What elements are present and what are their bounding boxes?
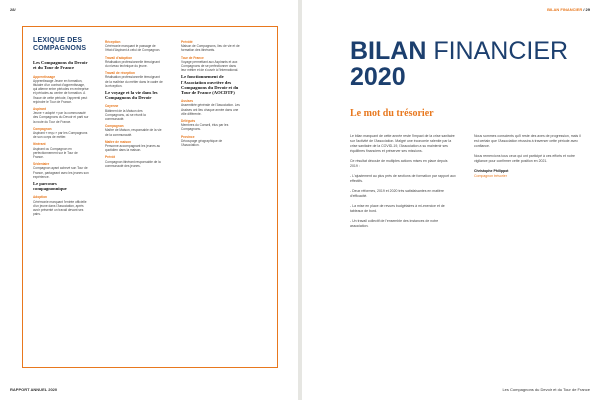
page-number-right: / 29 <box>583 7 590 12</box>
paragraph: Nous sommes conscients qu'il reste des axes de progression, mais il est certain que l'Association réussira à traverser cette période avec confiance. <box>474 134 581 148</box>
entry-list <box>181 99 241 147</box>
text-column-right <box>474 134 582 179</box>
lexique-term: Adoption <box>33 195 47 200</box>
lexique-term: Maître de maison <box>105 139 132 144</box>
lexique-term: Délégués <box>181 119 196 124</box>
lexique-term: Cayenne <box>105 104 119 109</box>
lexique-term: Aspirant <box>33 107 46 112</box>
footer-right: Les Compagnons du Devoir et du Tour de France <box>502 387 590 392</box>
lexique-definition: Compagnon ayant achevé son Tour de France, partageant avec les jeunes son expérience. <box>33 166 89 179</box>
paragraph: Nous remercions tous ceux qui ont participé à ces efforts et notre vigilance pour confirmer cette position en 2021. <box>474 154 575 163</box>
lexique-column-3 <box>181 37 241 147</box>
running-header <box>547 7 590 12</box>
paragraph: - L'ajustement au plus près de sections de formation par rapport aux effectifs. <box>350 174 456 183</box>
lexique-definition: Maître de Maison, responsable de la vie de la communauté. <box>105 128 162 137</box>
paragraph: - Deux réformes, 2019 et 2020 très satisfaisantes en matière d'efficacité. <box>350 189 444 198</box>
lexique-definition: Personne accompagnant les jeunes au quotidien dans la maison. <box>105 144 161 153</box>
lexique-term: Sédentaire <box>33 162 50 167</box>
title-rest: FINANCIER <box>426 37 569 65</box>
lexique-definition: Aspirant ou Compagnon en perfectionnement sur le Tour de France. <box>33 146 78 160</box>
paragraphs <box>474 134 582 164</box>
signature-role: Compagnon trésorier <box>474 174 507 178</box>
signature-name: Christophe Philippot <box>474 169 509 173</box>
title-year: 2020 <box>350 63 406 91</box>
paragraph: Ce résultat découle de multiples actions mises en place depuis 2019 : <box>350 159 448 168</box>
lexique-column-1 <box>33 37 89 216</box>
paragraph: - Un travail collectif de l'ensemble des instances de notre association. <box>350 219 439 228</box>
entry-list <box>105 40 163 88</box>
entry-list <box>181 40 241 72</box>
lexique-term: Prévôt <box>105 155 115 160</box>
section-title: Le parcours compagnonnique <box>33 181 67 192</box>
lexique-term: Tour de France <box>181 55 204 60</box>
lexique-definition: Compagnon itinérant responsable de la communauté des jeunes. <box>105 159 161 168</box>
lexique-definition: Membres du Conseil, élus par les Compagnons. <box>181 123 229 132</box>
right-page <box>302 0 600 400</box>
lexique-definition: Cérémonie marquant l'entrée officielle d'un jeune dans l'Association, après avoir présenté un travail devant ses pairs. <box>33 199 87 217</box>
lexique-definition: Réalisation professionnelle témoignant du niveau technique du jeune. <box>105 59 160 69</box>
lexique-definition: Bâtiment de la Maison des Compagnons, où se réunit la communauté. <box>105 108 146 122</box>
lexique-definition: Jeune « adopté » par la communauté des Compagnons du Devoir et parti sur la route du Tour de France. <box>33 111 89 124</box>
lexique-term: Itinérant <box>33 142 46 147</box>
lexique-term: Compagnon <box>105 124 124 129</box>
page-title <box>350 38 568 64</box>
lexique-term: Travail d'adoption <box>105 55 133 60</box>
lexique-title: LEXIQUE DES COMPAGNONS <box>33 37 87 52</box>
section-heading: Le mot du trésorier <box>350 108 434 119</box>
lexique-term: Apprentissage <box>33 74 56 79</box>
lexique-definition: Maison de Compagnons, lieu de vie et de formation des itinérants. <box>181 44 240 53</box>
lexique-definition: Aspirant « reçu » par les Compagnons de son corps de métier. <box>33 131 88 140</box>
lexique-definition: Voyage permettant aux Aspirants et aux Compagnons de se perfectionner dans leur métier et de s'ouvrir à l'international. <box>181 59 239 73</box>
lexique-term: Travail de réception <box>105 71 135 76</box>
lexique-term: Réception <box>105 40 121 44</box>
entry-list <box>33 75 89 179</box>
lexique-definition: Apprentissage Jeune en formation, titulaire d'un contrat d'apprentissage, qui alterne entre périodes en entreprise et périodes au centre de formation. A l'issue de cette période, l'apprenti peut rejoindre le Tour de France. <box>33 78 89 104</box>
entry-list <box>105 104 163 168</box>
paragraph: Le bilan marquant de cette année reste l'impact de la crise sanitaire sur l'activité de l'Association. Malgré une économie ralentie par la crise sanitaire de la COVID-19, l'Association a su maintenir ses équilibres financiers et préserver ses missions. <box>350 134 455 153</box>
lexique-term: Assises <box>181 99 194 104</box>
running-header-label: BILAN FINANCIER <box>547 7 583 12</box>
lexique-definition: Assemblée générale de l'Association. Les Assises ont lieu chaque année dans une ville différente. <box>181 103 240 116</box>
page-number-left: 28/ <box>10 7 16 12</box>
lexique-term: Province <box>181 134 195 139</box>
section-title: Les Compagnons du Devoir et du Tour de France <box>33 60 88 71</box>
lexique-box <box>22 26 278 368</box>
lexique-definition: Cérémonie marquant le passage de l'état d'Aspirant à celui de Compagnon. <box>105 44 161 53</box>
text-column-left <box>350 134 456 234</box>
paragraph: - La mise en place de revues budgétaires à mi-exercice et de tableaux de bord. <box>350 204 445 213</box>
entry-list <box>33 195 89 216</box>
left-page <box>0 0 298 400</box>
footer-left: RAPPORT ANNUEL 2020 <box>10 387 58 392</box>
title-bold: BILAN <box>350 37 427 65</box>
lexique-definition: Découpage géographique de l'Association. <box>181 138 223 148</box>
lexique-column-2 <box>105 37 163 168</box>
section-title: Le fonctionnement de l'Association ouvrière des Compagnons du Devoir et du Tour de France (AOCDTF) <box>181 74 239 96</box>
lexique-definition: Réalisation professionnelle témoignant de la maîtrise du métier dans le cadre de la réception. <box>105 75 163 88</box>
lexique-term: Compagnon <box>33 126 52 131</box>
lexique-term: Prévôté <box>181 40 193 44</box>
section-title: Le voyage et la vie dans les Compagnons du Devoir <box>105 90 158 101</box>
